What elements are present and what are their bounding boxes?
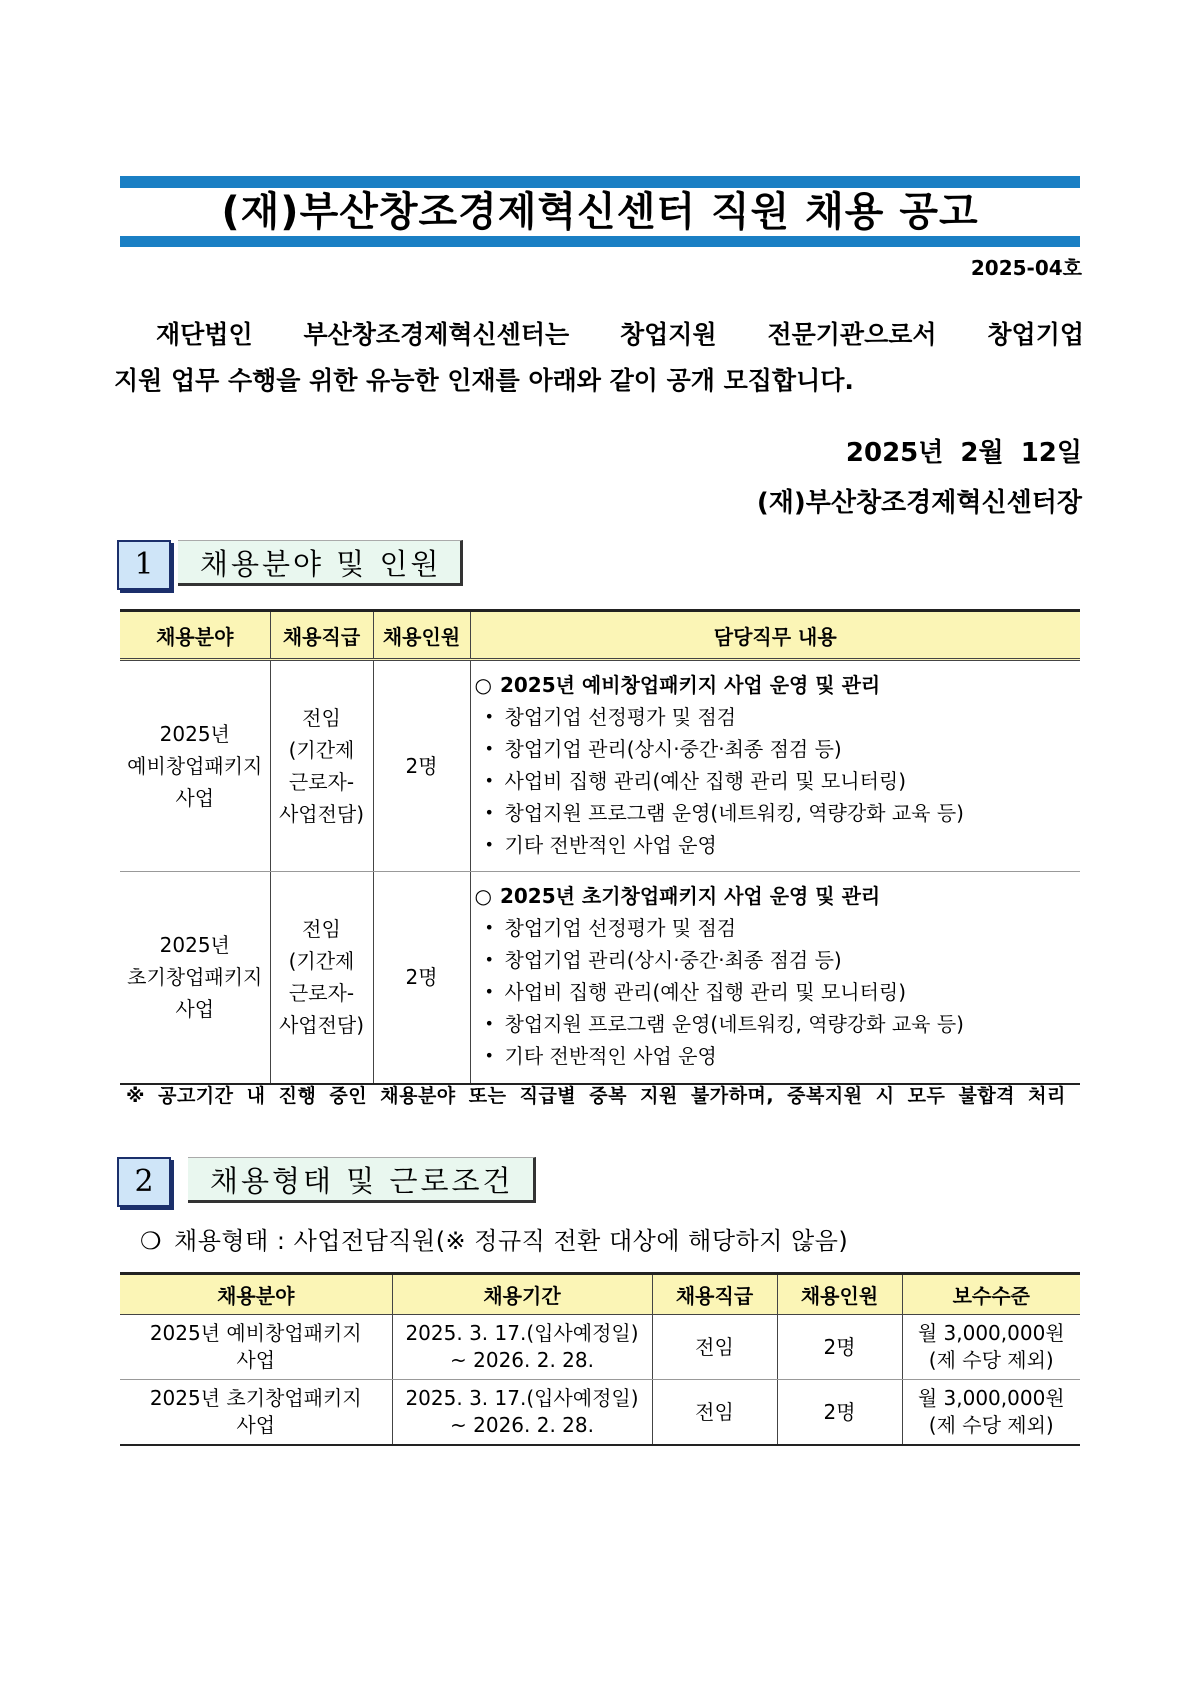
duty-heading: ○ 2025년 초기창업패키지 사업 운영 및 관리 bbox=[474, 884, 881, 909]
duty-list bbox=[475, 912, 1081, 1072]
duty-heading: ○ 2025년 예비창업패키지 사업 운영 및 관리 bbox=[474, 673, 881, 697]
announcement-date: 2025년 2월 12일 bbox=[845, 438, 1082, 468]
list-item: • 기타 전반적인 사업 운영 bbox=[505, 1040, 1081, 1072]
title-band-bottom bbox=[120, 236, 1080, 247]
grade-cell: 전임 (기간제 근로자- 사업전담) bbox=[270, 872, 373, 1084]
list-item: • 창업지원 프로그램 운영(네트워킹, 역량강화 교육 등) bbox=[505, 1008, 1081, 1040]
count-cell: 2명 bbox=[777, 1380, 902, 1446]
period-cell: 2025. 3. 17.(입사예정일) ~ 2026. 2. 28. bbox=[392, 1315, 652, 1380]
recruitment-table bbox=[120, 609, 1080, 1085]
column-header: 채용직급 bbox=[270, 611, 373, 660]
document-number: 2025-04호 bbox=[970, 256, 1082, 280]
grade-cell: 전임 (기간제 근로자- 사업전담) bbox=[270, 660, 373, 872]
circle-icon: ○ bbox=[474, 673, 492, 697]
intro-line-2: 지원 업무 수행을 위한 유능한 인재를 아래와 같이 공개 모집합니다. bbox=[114, 366, 854, 395]
table-row bbox=[120, 872, 1080, 1084]
period-cell: 2025. 3. 17.(입사예정일) ~ 2026. 2. 28. bbox=[392, 1380, 652, 1446]
section-2-number: 2 bbox=[117, 1157, 171, 1207]
count-cell: 2명 bbox=[373, 660, 470, 872]
title-band-top bbox=[120, 176, 1080, 188]
section-1-title: 채용분야 및 인원 bbox=[178, 540, 463, 586]
table-row bbox=[120, 1380, 1080, 1446]
column-header: 채용인원 bbox=[777, 1274, 902, 1315]
intro-paragraph bbox=[114, 312, 1084, 404]
list-item: • 사업비 집행 관리(예산 집행 관리 및 모니터링) bbox=[505, 976, 1081, 1008]
duty-cell bbox=[470, 872, 1080, 1084]
table-row bbox=[120, 660, 1080, 872]
duty-cell bbox=[470, 660, 1080, 872]
count-cell: 2명 bbox=[777, 1315, 902, 1380]
list-item: • 창업지원 프로그램 운영(네트워킹, 역량강화 교육 등) bbox=[505, 797, 1081, 829]
list-item: • 창업기업 선정평가 및 점검 bbox=[505, 912, 1081, 944]
list-item: • 창업기업 선정평가 및 점검 bbox=[505, 701, 1081, 733]
section-2-title: 채용형태 및 근로조건 bbox=[188, 1157, 536, 1203]
field-cell: 2025년 초기창업패키지 사업 bbox=[120, 1380, 392, 1446]
column-header: 채용분야 bbox=[120, 611, 270, 660]
grade-cell: 전임 bbox=[652, 1315, 777, 1380]
list-item: • 사업비 집행 관리(예산 집행 관리 및 모니터링) bbox=[505, 765, 1081, 797]
table-header-row bbox=[120, 611, 1080, 660]
hollow-circle-icon: ❍ bbox=[140, 1227, 163, 1255]
duty-list bbox=[475, 701, 1081, 861]
list-item: • 창업기업 관리(상시·중간·최종 점검 등) bbox=[505, 944, 1081, 976]
field-cell: 2025년 초기창업패키지 사업 bbox=[120, 872, 270, 1084]
table-header-row bbox=[120, 1274, 1080, 1315]
column-header: 채용분야 bbox=[120, 1274, 392, 1315]
table-row bbox=[120, 1315, 1080, 1380]
pay-cell: 월 3,000,000원 (제 수당 제외) bbox=[902, 1380, 1080, 1446]
list-item: • 창업기업 관리(상시·중간·최종 점검 등) bbox=[505, 733, 1081, 765]
field-cell: 2025년 예비창업패키지 사업 bbox=[120, 1315, 392, 1380]
field-cell: 2025년 예비창업패키지 사업 bbox=[120, 660, 270, 872]
column-header: 담당직무 내용 bbox=[470, 611, 1080, 660]
conditions-table bbox=[120, 1272, 1080, 1446]
issuer-name: (재)부산창조경제혁신센터장 bbox=[756, 488, 1082, 518]
column-header: 보수수준 bbox=[902, 1274, 1080, 1315]
duplicate-application-note: ※ 공고기간 내 진행 중인 채용분야 또는 직급별 중복 지원 불가하며, 중복지원 시 모두 불합격 처리 bbox=[126, 1085, 1066, 1107]
list-item: • 기타 전반적인 사업 운영 bbox=[505, 829, 1081, 861]
pay-cell: 월 3,000,000원 (제 수당 제외) bbox=[902, 1315, 1080, 1380]
page-title: (재)부산창조경제혁신센터 직원 채용 공고 bbox=[221, 189, 979, 235]
employment-type-line: ❍ 채용형태 : 사업전담직원(※ 정규직 전환 대상에 해당하지 않음) bbox=[140, 1227, 849, 1255]
intro-line-1: 재단법인 부산창조경제혁신센터는 창업지원 전문기관으로서 창업기업 bbox=[156, 320, 1084, 349]
column-header: 채용인원 bbox=[373, 611, 470, 660]
count-cell: 2명 bbox=[373, 872, 470, 1084]
section-1-number: 1 bbox=[117, 540, 171, 590]
column-header: 채용기간 bbox=[392, 1274, 652, 1315]
circle-icon: ○ bbox=[474, 884, 492, 909]
column-header: 채용직급 bbox=[652, 1274, 777, 1315]
grade-cell: 전임 bbox=[652, 1380, 777, 1446]
